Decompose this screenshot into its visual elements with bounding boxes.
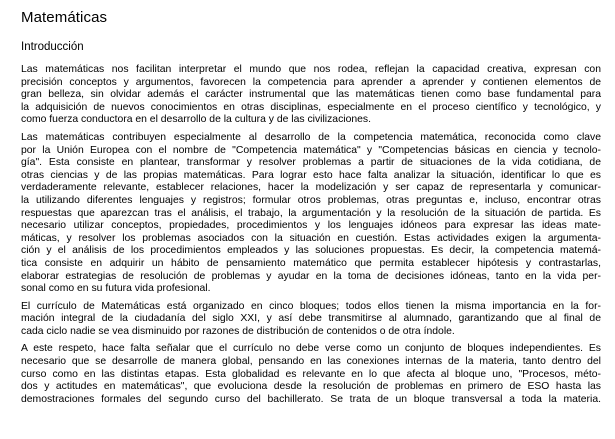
text-line: Las matemáticas contribuyen especialmente al desarrollo de la competencia matemática, reconocida como clave <box>21 131 601 143</box>
text-line: mación integral de la ciudadanía del siglo XXI, y así debe transmitirse al alumnado, garantizando que al final de <box>21 313 601 325</box>
text-line: curso como en las distintas etapas. Esta globalidad es relevante en lo que afecta al bloque uno, "Procesos, méto- <box>21 368 601 380</box>
text-line: El currículo de Matemáticas está organizado en cinco bloques; todos ellos tienen la misma importancia en la for- <box>21 300 601 312</box>
paragraph-3 <box>21 301 601 339</box>
paragraph-4 <box>21 343 601 406</box>
text-line: elaborar estrategias de resolución de problemas y ayudar en la toma de decisiones idóneas, tanto en la vida per- <box>21 270 601 282</box>
text-line: necesario utilizar conceptos, propiedades, procedimientos y los lenguajes idóneos para expresar las ideas mate- <box>21 220 601 232</box>
paragraph-1 <box>21 64 601 127</box>
text-line: gía". Esta consiste en plantear, transformar y resolver problemas a partir de situaciones de la vida cotidiana, de <box>21 157 601 169</box>
text-line: máticas, y resolver los problemas asociados con la situación en cuestión. Estas actividades exigen la argumenta- <box>21 232 601 244</box>
text-line: la utilizando diferentes lenguajes y registros; formular otros problemas, otras preguntas e, incluso, encontrar otras <box>21 194 601 206</box>
text-line: como fuerza conductora en el desarrollo de la cultura y de las civilizaciones. <box>21 114 371 126</box>
paragraph-2 <box>21 132 601 296</box>
text-line: dos y actitudes en matemáticas", que evoluciona desde la resolución de problemas en primero de ESO hasta las <box>21 381 601 393</box>
section-heading: Introducción <box>21 41 84 53</box>
text-line: gran belleza, sin olvidar además el carácter instrumental que las matemáticas tienen como base fundamental para <box>21 89 601 101</box>
text-line: la adquisición de nuevos conocimientos en otras disciplinas, especialmente en el proceso científico y tecnológico, y <box>21 101 601 113</box>
text-line: por la Unión Europea con el nombre de "Competencia matemática" y "Competencias básicas en ciencia y tecnolo- <box>21 144 601 156</box>
text-line: Las matemáticas nos facilitan interpretar el mundo que nos rodea, reflejan la capacidad creativa, expresan con <box>21 64 601 75</box>
text-line: precisión conceptos y argumentos, favorecen la competencia para aprender a aprender y contienen elementos de <box>21 76 601 88</box>
text-line: sonal como en su futura vida profesional. <box>21 283 211 295</box>
body-text <box>21 64 601 406</box>
text-line: A este respeto, hace falta señalar que el currículo no debe verse como un conjunto de bloques independientes. Es <box>21 343 601 355</box>
text-line: demostraciones formales del segundo curso del bachillerato. Se trata de un bloque transversal a toda la materia. <box>21 393 601 405</box>
text-line: respuestas que aparezcan tras el análisis, el trabajo, la argumentación y la resolución de la situación de partida. Es <box>21 207 601 219</box>
text-line: necesario que se desarrolle de manera global, pensando en las conexiones internas de la materia, tanto dentro del <box>21 356 601 368</box>
text-line: tica consiste en adquirir un hábito de pensamiento matemático que permita establecer hipótesis y contrastarlas, <box>21 257 601 269</box>
text-line: otras ciencias y de las propias matemáticas. Para lograr esto hace falta analizar la situación, identificar lo que es <box>21 169 601 181</box>
text-line: verdaderamente relevante, establecer relaciones, hacer la modelización y ser capaz de representarla y comunicar- <box>21 182 601 194</box>
page-title: Matemáticas <box>21 9 108 26</box>
text-line: ción y el análisis de los procedimientos empleados y las soluciones propuestas. Es decir, la competencia matemá- <box>21 245 601 257</box>
text-line: cada ciclo nadie se vea disminuido por razones de distribución de contenidos o de otra índole. <box>21 325 455 337</box>
